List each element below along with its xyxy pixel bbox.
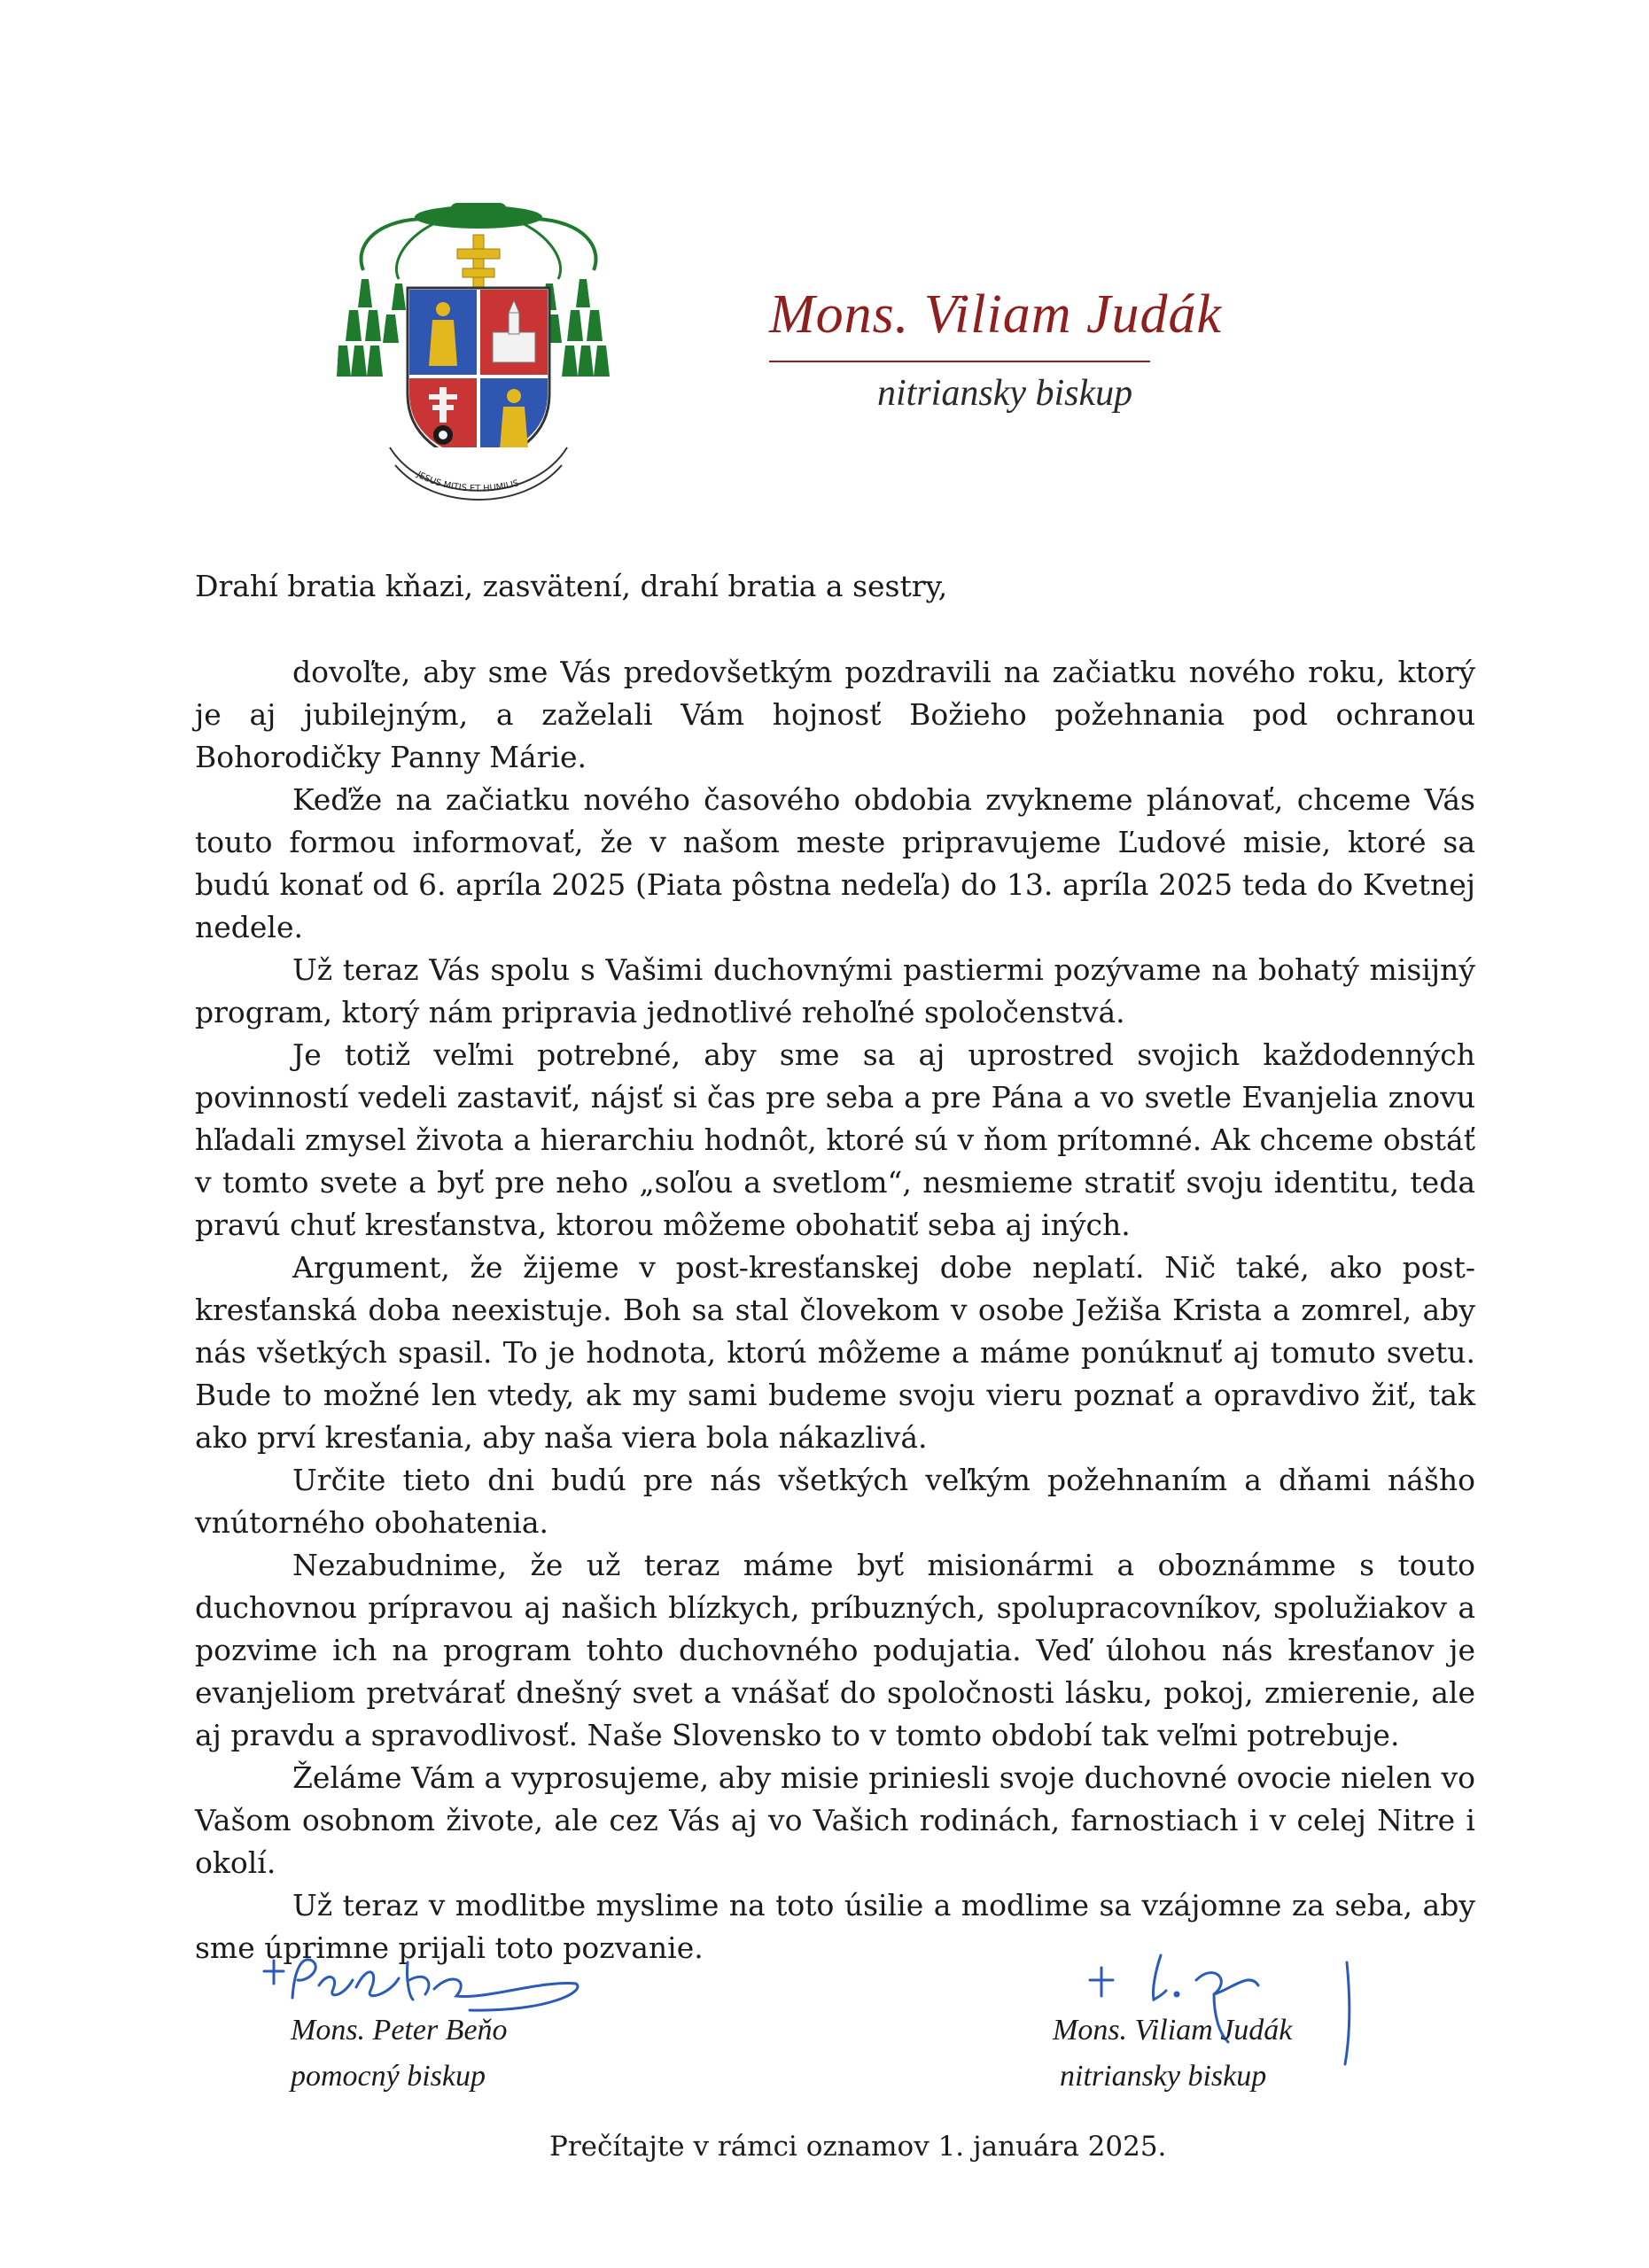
coat-of-arms xyxy=(337,199,611,518)
footer-note: Prečítajte v rámci oznamov 1. januára 2025. xyxy=(549,2131,1167,2163)
signature-left-title: pomocný biskup xyxy=(291,2060,486,2093)
letterhead-name: Mons. Viliam Judák xyxy=(769,284,1223,345)
letter-body xyxy=(195,651,1475,1969)
paragraph: Je totiž veľmi potrebné, aby sme sa aj uprostred svojich každodenných povinností vedeli zastaviť, nájsť si čas pre seba a pre Pána a vo svetle Evanjelia znovu hľadali zmysel života a hierarchiu hodnôt, ktoré sú v ňom prítomné. Ak chceme obstáť v tomto svete a byť pre neho „soľou a svetlom“, nesmieme stratiť svoju identitu, teda pravú chuť kresťanstva, ktorou môžeme obohatiť seba aj iných. xyxy=(195,1037,1475,1242)
paragraph: Želáme Vám a vyprosujeme, aby misie priniesli svoje duchovné ovocie nielen vo Vašom osobnom živote, ale cez Vás aj vo Vašich rodinách, farnostiach i v celej Nitre i okolí. xyxy=(195,1760,1475,1880)
paragraph: Už teraz v modlitbe myslime na toto úsilie a modlime sa vzájomne za seba, aby sme úprimne prijali toto pozvanie. xyxy=(195,1888,1475,1965)
salutation: Drahí bratia kňazi, zasvätení, drahí bratia a sestry, xyxy=(195,569,948,603)
coat-motto: JESUS MITIS ET HUMILIS xyxy=(415,470,520,494)
paragraph: Argument, že žijeme v post-kresťanskej dobe neplatí. Nič také, ako post-kresťanská doba neexistuje. Boh sa stal človekom v osobe Ježiša Krista a zomrel, aby nás všetkých spasil. To je hodnota, ktorú môžeme a máme ponúknuť aj tomuto svetu. Bude to možné len vtedy, ak my sami budeme svoju vieru poznať a opravdivo žiť, tak ako prví kresťania, aby naša viera bola nákazlivá. xyxy=(195,1250,1475,1455)
signature-right-name: Mons. Viliam Judák xyxy=(1053,2014,1293,2047)
paragraph: Nezabudnime, že už teraz máme byť misionármi a oboznámme s touto duchovnou prípravou aj našich blízkych, príbuzných, spolupracovníkov, spolužiakov a pozvime ich na program tohto duchovného podujatia. Veď úlohou nás kresťanov je evanjeliom pretvárať dnešný svet a vnášať do spoločnosti lásku, pokoj, zmierenie, ale aj pravdu a spravodlivosť. Naše Slovensko to v tomto období tak veľmi potrebuje. xyxy=(195,1548,1475,1752)
letterhead-title: nitriansky biskup xyxy=(877,373,1133,414)
letterhead-rule xyxy=(769,361,1150,362)
paragraph: Keďže na začiatku nového časového obdobia zvykneme plánovať, chceme Vás touto formou informovať, že v našom meste pripravujeme Ľudové misie, ktoré sa budú konať od 6. apríla 2025 (Piata pôstna nedeľa) do 13. apríla 2025 teda do Kvetnej nedele. xyxy=(195,782,1475,944)
paragraph: dovoľte, aby sme Vás predovšetkým pozdravili na začiatku nového roku, ktorý je aj jubilejným, a zaželali Vám hojnosť Božieho požehnania pod ochranou Bohorodičky Panny Márie. xyxy=(195,655,1475,774)
signature-right-title: nitriansky biskup xyxy=(1060,2060,1267,2093)
signature-left-name: Mons. Peter Beňo xyxy=(291,2014,508,2047)
paragraph: Už teraz Vás spolu s Vašimi duchovnými pastiermi pozývame na bohatý misijný program, ktorý nám pripravia jednotlivé rehoľné spoločenstvá. xyxy=(195,952,1475,1029)
paragraph: Určite tieto dni budú pre nás všetkých veľkým požehnaním a dňami nášho vnútorného obohatenia. xyxy=(195,1463,1475,1540)
